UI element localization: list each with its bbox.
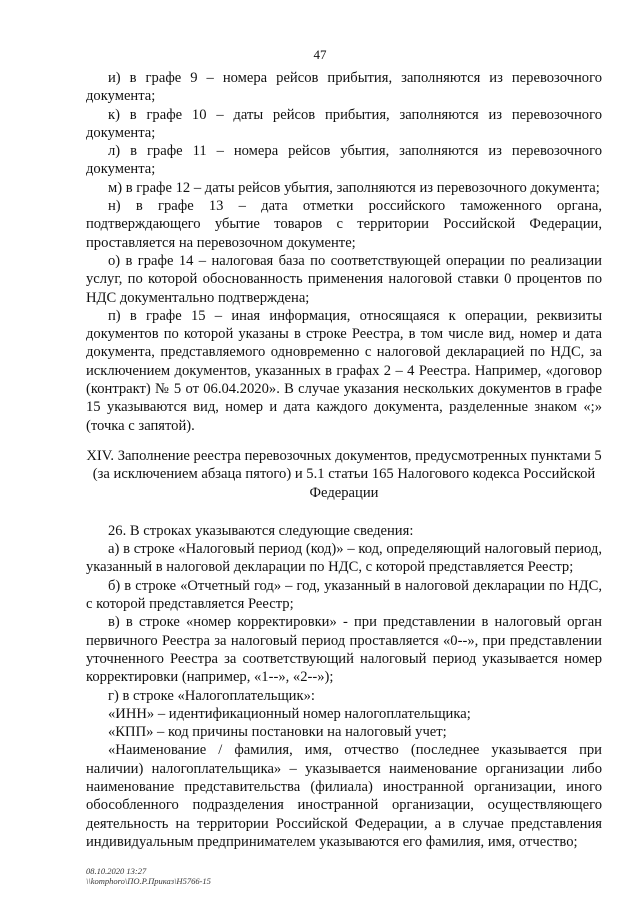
page-number: 47 xyxy=(313,47,327,62)
paragraph-kpp: «КПП» – код причины постановки на налоговый учет; xyxy=(108,724,447,741)
paragraph-inn: «ИНН» – идентификационный номер налогоплательщика; xyxy=(108,705,471,722)
paragraph-m: м) в графе 12 – даты рейсов убытия, заполняются из перевозочного документа; xyxy=(108,179,600,196)
paragraph-i: и) в графе 9 – номера рейсов прибытия, заполняются из перевозочного документа; xyxy=(86,70,602,105)
footer-timestamp: 08.10.2020 13:27 xyxy=(86,866,147,876)
paragraph-v: в) в строке «номер корректировки» - при представлении в налоговый орган первичного Реестра за налоговый период проставляется «0--», при представлении уточненного Реестра за соответствующий налоговый период указывается номер корректировки (например, «1--», «2--»); xyxy=(86,614,602,686)
footer-stamp xyxy=(86,866,211,886)
section-heading: XIV. Заполнение реестра перевозочных документов, предусмотренных пунктами 5 (за исключением абзаца пятого) и 5.1 статьи 165 Налогового кодекса Российской Федерации xyxy=(86,447,602,501)
paragraph-o: о) в графе 14 – налоговая база по соответствующей операции по реализации услуг, по которой обоснованность применения налоговой ставки 0 процентов по НДС документально подтверждена; xyxy=(86,252,602,306)
paragraph-p: п) в графе 15 – иная информация, относящаяся к операции, реквизиты документов по которой указаны в строке Реестра, в том числе вид, номер и дата документа, представляемого одновременно с налоговой декларацией по НДС, за исключением документов, указанных в графах 2 – 4 Реестра. Например, «договор (контракт) № 5 от 06.04.2020». В случае указания нескольких документов в графе 15 указываются вид, номер и дата каждого документа, разделенные знаком «;» (точка с запятой). xyxy=(86,307,602,434)
paragraph-l: л) в графе 11 – номера рейсов убытия, заполняются из перевозочного документа; xyxy=(86,143,602,178)
paragraph-k: к) в графе 10 – даты рейсов прибытия, заполняются из перевозочного документа; xyxy=(86,106,602,141)
paragraph-name: «Наименование / фамилия, имя, отчество (последнее указывается при наличии) налогоплательщика» – указывается наименование организации либо наименование представительства (филиала) иностранной организации, иного обособленного подразделения иностранной организации, осуществляющего деятельность на территории Российской Федерации, а в случае представления индивидуальным предпринимателем указываются его фамилия, имя, отчество; xyxy=(86,742,602,850)
document-body xyxy=(86,69,602,851)
paragraph-b: б) в строке «Отчетный год» – год, указанный в налоговой декларации по НДС, с которой представляется Реестр; xyxy=(86,577,602,613)
paragraph-a: а) в строке «Налоговый период (код)» – код, определяющий налоговый период, указанный в налоговой декларации по НДС, с которой представляется Реестр; xyxy=(86,541,602,576)
paragraph-26: 26. В строках указываются следующие сведения: xyxy=(108,522,414,539)
footer-path: \\komphoro\ПО.Р.Приказ\Н5766-15 xyxy=(86,876,211,886)
paragraph-g: г) в строке «Налогоплательщик»: xyxy=(108,687,315,704)
paragraph-n: н) в графе 13 – дата отметки российского таможенного органа, подтверждающего убытие товаров с территории Российской Федерации, проставляется на перевозочном документе; xyxy=(86,198,602,251)
